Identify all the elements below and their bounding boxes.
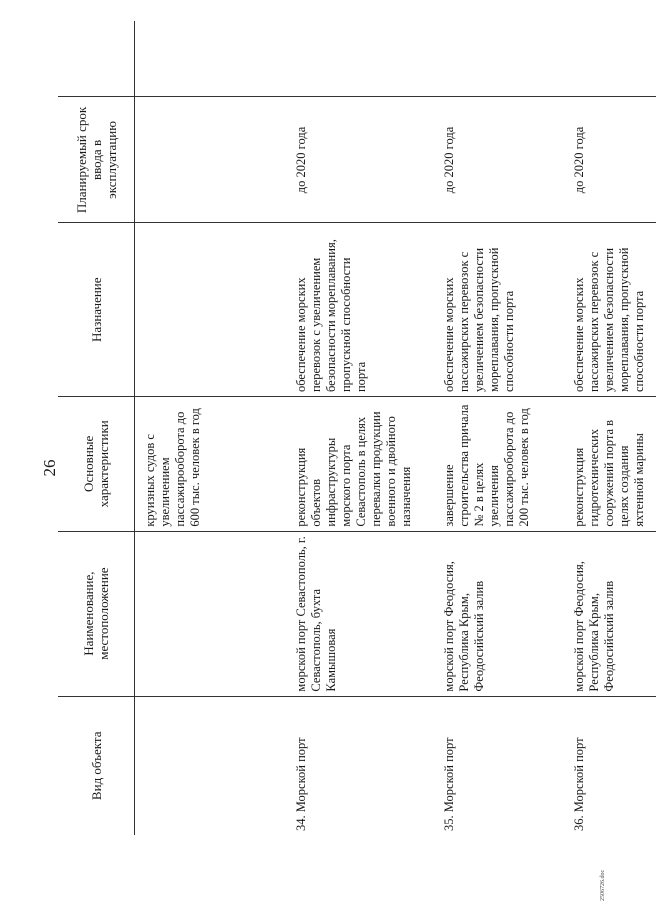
cell-empty (287, 21, 435, 97)
cell-purpose (135, 223, 288, 397)
cell-type: 36. Морской порт (565, 696, 656, 835)
header-name: Наименование, местоположение (58, 531, 135, 696)
cell-purpose: обеспечение морских перевозок с увеличением безопасности мореплавания, пропускной способности порта (287, 223, 435, 397)
cell-chars: завершение строительства причала № 2 в целях увеличения пассажирооборота до 200 тыс. человек в год (435, 397, 565, 532)
cell-name (135, 531, 288, 696)
header-term: Планируемый срок ввода в эксплуатацию (58, 97, 135, 223)
header-type: Вид объекта (58, 696, 135, 835)
header-chars: Основные характеристики (58, 397, 135, 532)
page-number: 26 (40, 459, 59, 477)
cell-term: до 2020 года (565, 97, 656, 223)
cell-name: морской порт Феодосия, Республика Крым, Феодосийский залив (435, 531, 565, 696)
table-row (287, 21, 435, 835)
cell-name: морской порт Севастополь, г. Севастополь, бухта Камышовая (287, 531, 435, 696)
cell-empty (565, 21, 656, 97)
cell-term: до 2020 года (435, 97, 565, 223)
cell-term: до 2020 года (287, 97, 435, 223)
cell-purpose: обеспечение морских пассажирских перевозок с увеличением безопасности мореплавания, пропускной способности порта (435, 223, 565, 397)
table-row (435, 21, 565, 835)
cell-type: 34. Морской порт (287, 696, 435, 835)
table-header-row (58, 21, 135, 835)
cell-chars: реконструкция гидротехнических сооружений порта в целях создания яхтенной марины (565, 397, 656, 532)
document-footer: 2506726.doc (600, 869, 606, 901)
table-row (565, 21, 656, 835)
header-empty (58, 21, 135, 97)
cell-empty (135, 21, 288, 97)
cell-purpose: обеспечение морских пассажирских перевозок с увеличением безопасности мореплавания, пропускной способности порта (565, 223, 656, 397)
cell-type (135, 696, 288, 835)
header-purpose: Назначение (58, 223, 135, 397)
cell-empty (435, 21, 565, 97)
cell-type: 35. Морской порт (435, 696, 565, 835)
cell-chars: круизных судов с увеличением пассажирооборота до 600 тыс. человек в год (135, 397, 288, 532)
cell-name: морской порт Феодосия, Республика Крым, Феодосийский залив (565, 531, 656, 696)
cell-term (135, 97, 288, 223)
objects-table (58, 21, 656, 835)
table-row-continuation (135, 21, 288, 835)
cell-chars: реконструкция объектов инфраструктуры морского порта Севастополь в целях перевалки продукции военного и двойного назначения (287, 397, 435, 532)
